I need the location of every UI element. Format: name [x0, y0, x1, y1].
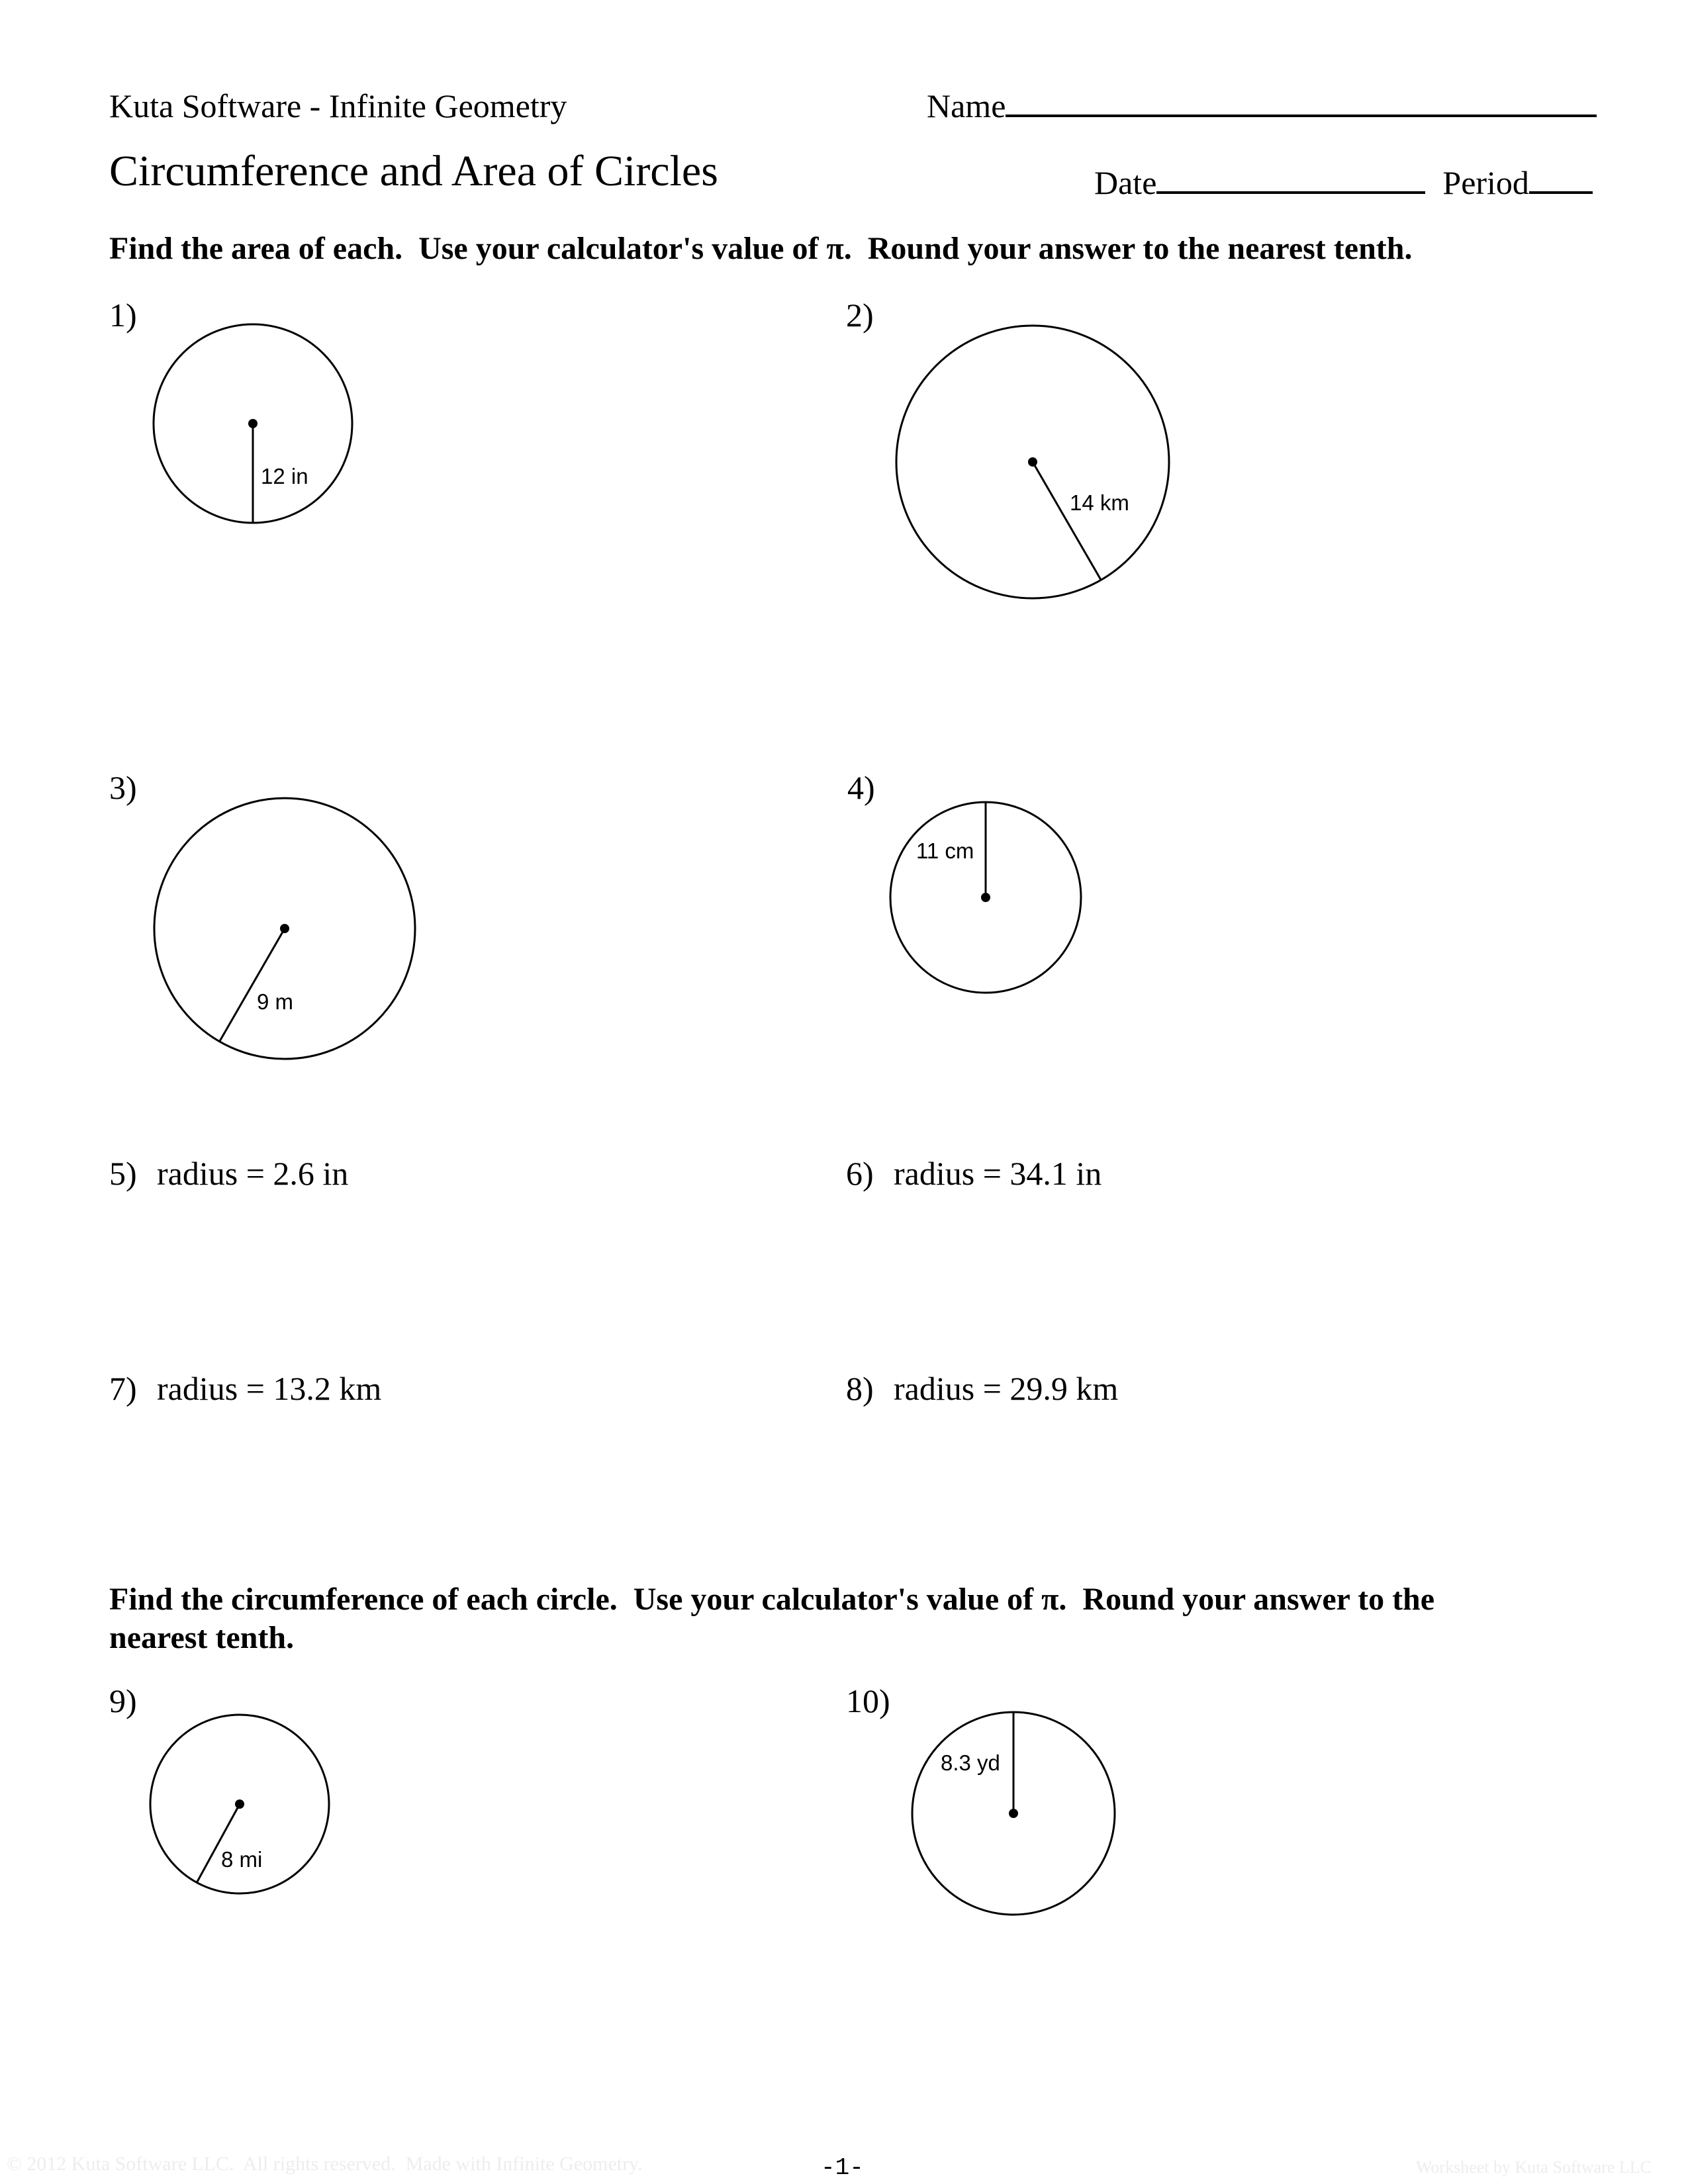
circumference-instruction: [109, 1580, 1434, 1657]
problem-2-radius-label: 14 km: [1070, 490, 1129, 515]
problem-9-radius-label: 8 mi: [221, 1847, 263, 1872]
problem-7-text: radius = 13.2 km: [157, 1370, 382, 1407]
problem-2-circle-figure: [888, 318, 1177, 606]
problem-5-number: 5): [109, 1155, 137, 1192]
problem-1-radius-label: 12 in: [261, 464, 308, 488]
problem-4-circle-figure: [882, 794, 1089, 1001]
problem-3-number: 3): [109, 769, 137, 806]
problem-10-number: 10): [846, 1682, 890, 1719]
problem-4-number: 4): [847, 769, 875, 806]
center-dot: [1009, 1809, 1018, 1818]
name-blank-line: [1006, 114, 1597, 117]
circumference-instruction-line2: nearest tenth.: [109, 1620, 295, 1655]
problem-1-number: 1): [109, 296, 137, 334]
problem-5-text: radius = 2.6 in: [157, 1155, 349, 1192]
area-instruction: Find the area of each. Use your calculator's value of π. Round your answer to the nearest tenth.: [109, 231, 1413, 266]
problem-1-circle-figure: [146, 316, 360, 531]
name-label: Name: [927, 87, 1006, 124]
problem-10-radius-label: 8.3 yd: [941, 1751, 1000, 1775]
problem-6-number: 6): [846, 1155, 874, 1192]
radius-line: [220, 929, 285, 1041]
date-period-row: [1094, 164, 1593, 201]
worksheet-credit-text: Worksheet by Kuta Software LLC: [1415, 2158, 1652, 2177]
center-dot: [235, 1799, 244, 1809]
problem-2-number: 2): [846, 296, 874, 334]
period-label: Period: [1442, 164, 1529, 201]
center-dot: [981, 893, 990, 902]
center-dot: [248, 419, 258, 428]
period-blank-line: [1529, 191, 1593, 194]
problem-7-number: 7): [109, 1370, 137, 1407]
problem-9-number: 9): [109, 1682, 137, 1719]
center-dot: [1028, 457, 1037, 467]
problem-10-circle-figure: [904, 1704, 1123, 1923]
problem-8-text: radius = 29.9 km: [894, 1370, 1119, 1407]
problem-4-radius-label: 11 cm: [916, 839, 974, 863]
page-title: Circumference and Area of Circles: [109, 147, 718, 195]
page-number: -1-: [821, 2154, 864, 2181]
circumference-instruction-line1: Find the circumference of each circle. Use your calculator's value of π. Round your answer to the: [109, 1582, 1435, 1617]
center-dot: [280, 924, 289, 933]
date-label: Date: [1094, 164, 1157, 201]
problem-3-radius-label: 9 m: [257, 989, 294, 1014]
copyright-text: © 2012 Kuta Software LLC. All rights reserved. Made with Infinite Geometry.: [7, 2153, 643, 2175]
problem-6-text: radius = 34.1 in: [894, 1155, 1102, 1192]
radius-line: [1033, 462, 1101, 580]
name-row: [927, 87, 1597, 124]
problem-8-number: 8): [846, 1370, 874, 1407]
problem-3-circle-figure: [146, 790, 423, 1067]
date-blank-line: [1156, 191, 1425, 194]
brand-text: Kuta Software - Infinite Geometry: [109, 87, 567, 124]
